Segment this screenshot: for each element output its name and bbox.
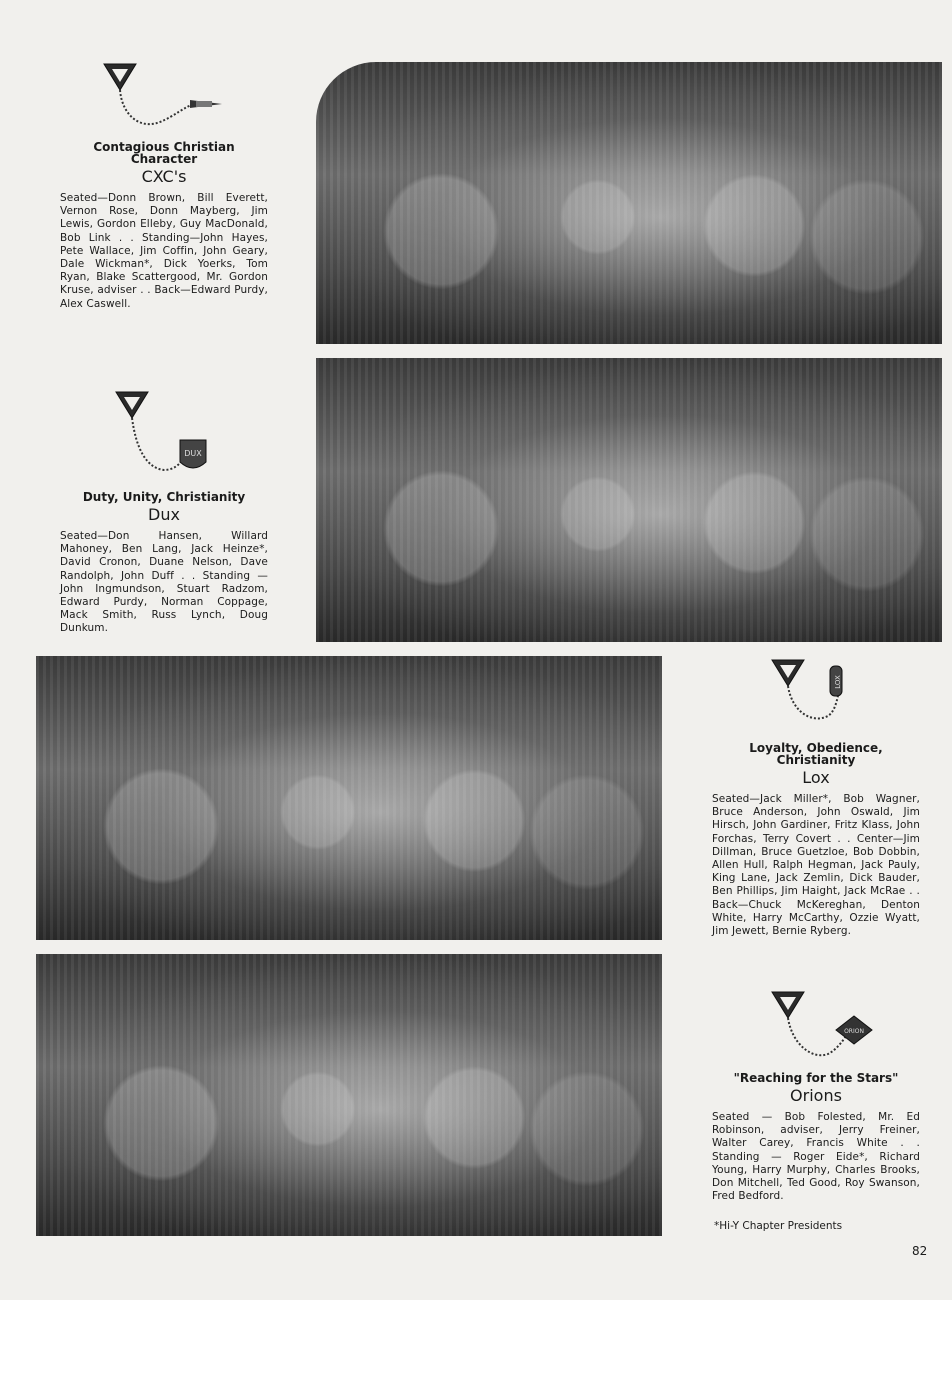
orions-club-name: Orions <box>790 1086 842 1105</box>
orions-group-photo <box>36 954 662 1236</box>
footnote: *Hi-Y Chapter Presidents <box>714 1220 843 1232</box>
lox-club-name: Lox <box>802 768 830 787</box>
orions-emblem-icon <box>768 988 878 1068</box>
cxc-group-photo <box>316 62 942 344</box>
lox-emblem-icon <box>768 656 868 736</box>
dux-member-list: Seated—Don Hansen, Willard Mahoney, Ben Lang, Jack Heinze*, David Cronon, Duane Nelson, Dave Randolph, John Duff . . Standing — John Ingmundson, Stuart Radzom, Edward Purdy, Norman Coppage, Mack Smith, Russ Lynch, Doug Dunkum. <box>60 530 268 635</box>
lox-motto: Loyalty, Obedience, Christianity <box>749 741 883 767</box>
dux-emblem-label: DUX <box>184 449 202 458</box>
orions-member-list: Seated — Bob Folested, Mr. Ed Robinson, adviser, Jerry Freiner, Walter Carey, Francis White . . Standing — Roger Eide*, Richard Young, Harry Murphy, Charles Brooks, Don Mitchell, Ted Good, Roy Swanson, Fred Bedford. <box>712 1111 920 1203</box>
dux-emblem-icon <box>112 388 212 488</box>
cxc-motto: Contagious Christian Character <box>93 140 235 166</box>
lox-emblem-label: LOX <box>834 675 842 689</box>
orions-caption <box>712 1072 920 1203</box>
orions-emblem-label: ORION <box>844 1028 864 1035</box>
dux-motto: Duty, Unity, Christianity <box>82 490 246 504</box>
lox-group-photo <box>36 656 662 940</box>
lox-caption <box>712 742 920 938</box>
page-number: 82 <box>912 1244 928 1258</box>
dux-caption <box>60 491 268 636</box>
orions-motto: "Reaching for the Stars" <box>733 1071 899 1085</box>
cxc-member-list: Seated—Donn Brown, Bill Everett, Vernon Rose, Donn Mayberg, Jim Lewis, Gordon Elleby, Guy MacDonald, Bob Link . . Standing—John Hayes, Pete Wallace, Jim Coffin, John Geary, Dale Wickman*, Dick Yoerks, Tom Ryan, Blake Scattergood, Mr. Gordon Kruse, adviser . . Back—Edward Purdy, Alex Caswell. <box>60 192 268 310</box>
cxc-club-name: CXC's <box>141 167 187 186</box>
dux-club-name: Dux <box>148 505 180 524</box>
cxc-caption <box>60 141 268 311</box>
dux-group-photo <box>316 358 942 642</box>
lox-member-list: Seated—Jack Miller*, Bob Wagner, Bruce Anderson, John Oswald, Jim Hirsch, John Gardiner, Fritz Klass, John Forchas, Terry Covert . . Center—Jim Dillman, Bruce Guetzloe, Bob Dobbin, Allen Hull, Ralph Hegman, Jack Pauly, King Lane, Jack Zemlin, Dick Bauder, Ben Phillips, Jim Haight, Jack McRae . . Back—Chuck McKereghan, Denton White, Harry McCarthy, Ozzie Wyatt, Jim Jewett, Bernie Ryberg. <box>712 793 920 938</box>
cxc-emblem-icon <box>100 60 230 140</box>
